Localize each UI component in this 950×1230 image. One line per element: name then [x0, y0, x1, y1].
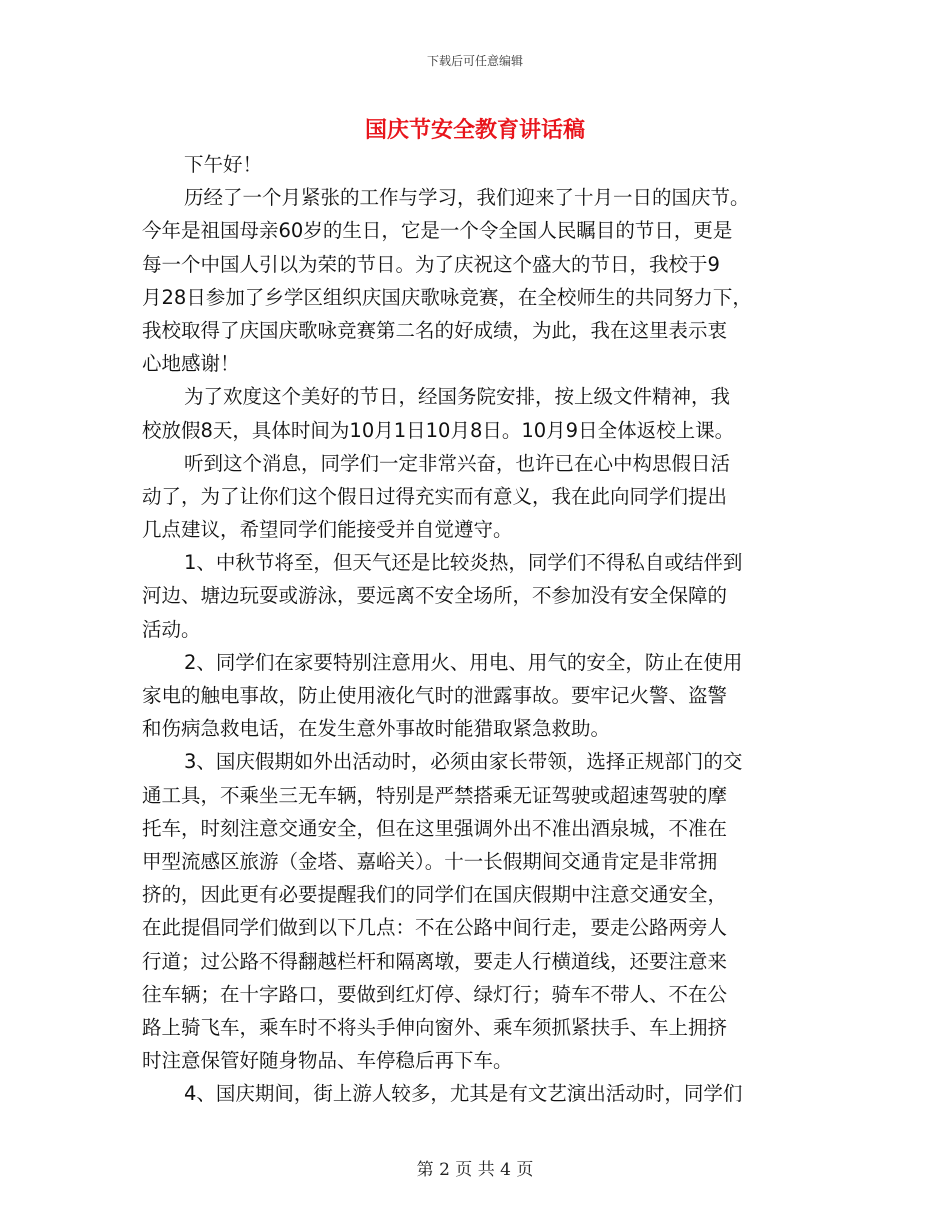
text-line: 家电的触电事故，防止使用液化气时的泄露事故。要牢记火警、盗警	[142, 684, 728, 707]
text-line: 活动。	[142, 617, 201, 641]
text-line: 往车辆；在十字路口，要做到红灯停、绿灯行；骑车不带人、不在公	[142, 982, 728, 1006]
text-line: 行道；过公路不得翻越栏杆和隔离墩，要走人行横道线，还要注意来	[142, 949, 728, 973]
text-line: 3、国庆假期如外出活动时，必须由家长带领，选择正规部门的交	[184, 750, 743, 774]
text-line: 听到这个消息，同学们一定非常兴奋，也许已在心中构思假日活	[184, 451, 731, 475]
text-line: 我校取得了庆国庆歌咏竞赛第二名的好成绩，为此，我在这里表示衷	[142, 318, 728, 342]
text-line: 月28日参加了乡学区组织庆国庆歌咏竞赛，在全校师生的共同努力下，	[142, 285, 752, 309]
text-line: 和伤病急救电话，在发生意外事故时能猎取紧急救助。	[142, 717, 611, 741]
text-line: 历经了一个月紧张的工作与学习，我们迎来了十月一日的国庆节。	[184, 186, 750, 210]
text-line: 为了欢度这个美好的节日，经国务院安排，按上级文件精神，我	[184, 385, 731, 409]
text-line: 几点建议，希望同学们能接受并自觉遵守。	[142, 518, 513, 542]
text-line: 在此提倡同学们做到以下几点：不在公路中间行走，要走公路两旁人	[142, 916, 728, 940]
text-line: 托车，时刻注意交通安全，但在这里强调外出不准出酒泉城，不准在	[142, 816, 728, 840]
text-line: 河边、塘边玩耍或游泳，要远离不安全场所，不参加没有安全保障的	[142, 584, 728, 608]
text-line: 挤的，因此更有必要提醒我们的同学们在国庆假期中注意交通安全，	[142, 883, 728, 907]
text-line: 心地感谢！	[142, 352, 240, 376]
page-footer: 第 2 页 共 4 页	[416, 1160, 534, 1180]
header-note: 下载后可任意编辑	[426, 54, 523, 68]
text-line: 时注意保管好随身物品、车停稳后再下车。	[142, 1049, 513, 1073]
text-line: 动了，为了让你们这个假日过得充实而有意义，我在此向同学们提出	[142, 484, 728, 508]
text-line: 1、中秋节将至，但天气还是比较炎热，同学们不得私自或结伴到	[184, 551, 743, 575]
text-line: 下午好！	[184, 153, 263, 176]
text-line: 2、同学们在家要特别注意用火、用电、用气的安全，防止在使用	[184, 650, 743, 674]
text-line: 今年是祖国母亲60岁的生日，它是一个令全国人民瞩目的节日，更是	[142, 219, 733, 243]
text-line: 4、国庆期间，街上游人较多，尤其是有文艺演出活动时，同学们	[184, 1082, 743, 1106]
text-line: 通工具，不乘坐三无车辆，特别是严禁搭乘无证驾驶或超速驾驶的摩	[142, 783, 728, 807]
text-line: 每一个中国人引以为荣的节日。为了庆祝这个盛大的节日，我校于9	[142, 252, 720, 276]
text-line: 校放假8天，具体时间为10月1日10月8日。10月9日全体返校上课。	[142, 418, 735, 442]
text-line: 甲型流感区旅游（金塔、嘉峪关）。十一长假期间交通肯定是非常拥	[142, 849, 718, 873]
document-body	[142, 148, 822, 1110]
document-title: 国庆节安全教育讲话稿	[364, 118, 585, 143]
text-line: 路上骑飞车，乘车时不将头手伸向窗外、乘车须抓紧扶手、车上拥挤	[142, 1015, 728, 1039]
